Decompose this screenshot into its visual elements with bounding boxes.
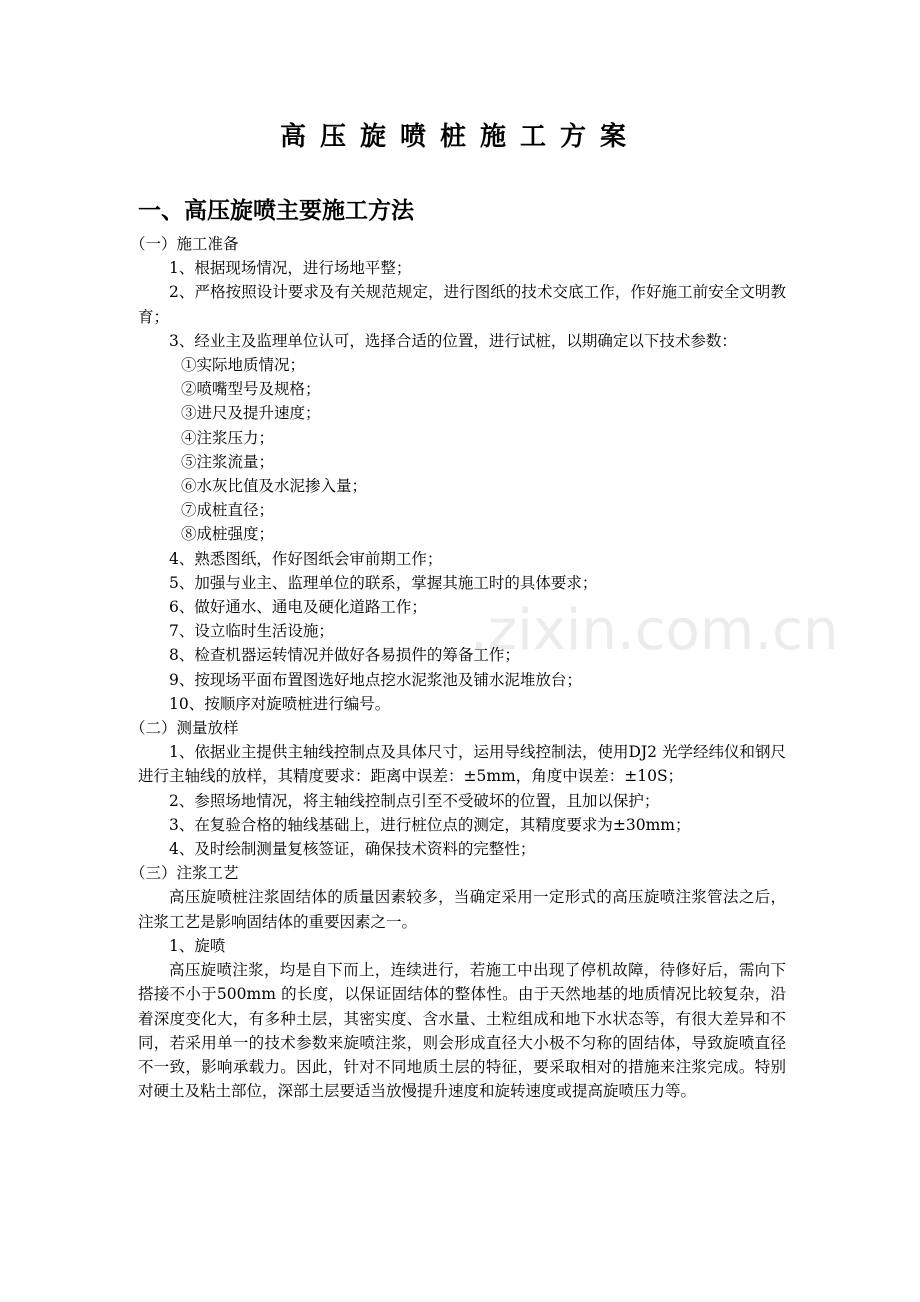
section-heading: 一、高压旋喷主要施工方法 xyxy=(138,197,414,224)
list-item: ④注浆压力； xyxy=(181,428,275,447)
subsection-heading: （三）注浆工艺 xyxy=(130,864,239,883)
list-item: ⑤注浆流量； xyxy=(181,452,275,471)
list-item: ⑦成桩直径； xyxy=(181,501,275,520)
paragraph: 1、依据业主提供主轴线控制点及具体尺寸，运用导线控制法，使用DJ2 光学经纬仪和钢尺进行主轴线的放样，其精度要求：距离中误差：±5mm，角度中误差：±10S； xyxy=(138,743,786,786)
paragraph: 7、设立临时生活设施； xyxy=(169,622,334,641)
paragraph: 4、及时绘制测量复核签证，确保技术资料的完整性； xyxy=(169,840,536,859)
paragraph: 9、按现场平面布置图选好地点挖水泥浆池及铺水泥堆放台； xyxy=(169,670,582,689)
subsection-heading: （一）施工准备 xyxy=(130,235,239,253)
list-item: ⑧成桩强度； xyxy=(181,525,275,544)
paragraph: 2、严格按照设计要求及有关规范规定，进行图纸的技术交底工作，作好施工前安全文明教育； xyxy=(138,283,786,326)
paragraph: 2、参照场地情况，将主轴线控制点引至不受破坏的位置，且加以保护； xyxy=(169,791,660,810)
document-title: 高压旋喷桩施工方案 xyxy=(279,122,640,152)
paragraph: 8、检查机器运转情况并做好各易损件的筹备工作； xyxy=(169,646,520,665)
list-item: ⑥水灰比值及水泥掺入量； xyxy=(181,477,368,496)
paragraph: 10、按顺序对旋喷桩进行编号。 xyxy=(169,694,391,713)
paragraph: 高压旋喷注浆，均是自下而上，连续进行，若施工中出现了停机故障，待修好后，需向下搭接不小于500mm 的长度，以保证固结体的整体性。由于天然地基的地质情况比较复杂，沿着深度变化大，有多种土层，其密实度、含水量、土粒组成和地下水状态等，有很大差异和不同，若采用单一的技术参数来旋喷注浆，则会形成直径大小极不匀称的固结体，导致旋喷直径不一致，影响承载力。因此，针对不同地质土层的特征，要采取相对的措施来注浆完成。特别对硬土及粘土部位，深部土层要适当放慢提升速度和旋转速度或提高旋喷压力等。 xyxy=(138,961,786,1101)
list-item: ③进尺及提升速度； xyxy=(181,404,321,423)
list-item: ①实际地质情况； xyxy=(181,356,306,375)
watermark-text: .zixin.com.cn xyxy=(470,598,839,663)
paragraph: 5、加强与业主、监理单位的联系，掌握其施工时的具体要求； xyxy=(169,573,598,592)
subsection-heading: （二）测量放样 xyxy=(130,719,239,738)
paragraph: 4、熟悉图纸，作好图纸会审前期工作； xyxy=(169,549,443,568)
paragraph: 3、在复验合格的轴线基础上，进行桩位点的测定，其精度要求为±30mm； xyxy=(169,815,691,834)
paragraph: 1、旋喷 xyxy=(169,936,226,955)
paragraph: 6、做好通水、通电及硬化道路工作； xyxy=(169,598,427,617)
paragraph: 1、根据现场情况，进行场地平整； xyxy=(169,259,412,278)
paragraph: 高压旋喷桩注浆固结体的质量因素较多，当确定采用一定形式的高压旋喷注浆管法之后，注浆工艺是影响固结体的重要因素之一。 xyxy=(138,888,786,931)
paragraph: 3、经业主及监理单位认可，选择合适的位置，进行试桩，以期确定以下技术参数： xyxy=(169,331,737,350)
list-item: ②喷嘴型号及规格； xyxy=(181,380,321,399)
document-body xyxy=(130,232,786,1103)
